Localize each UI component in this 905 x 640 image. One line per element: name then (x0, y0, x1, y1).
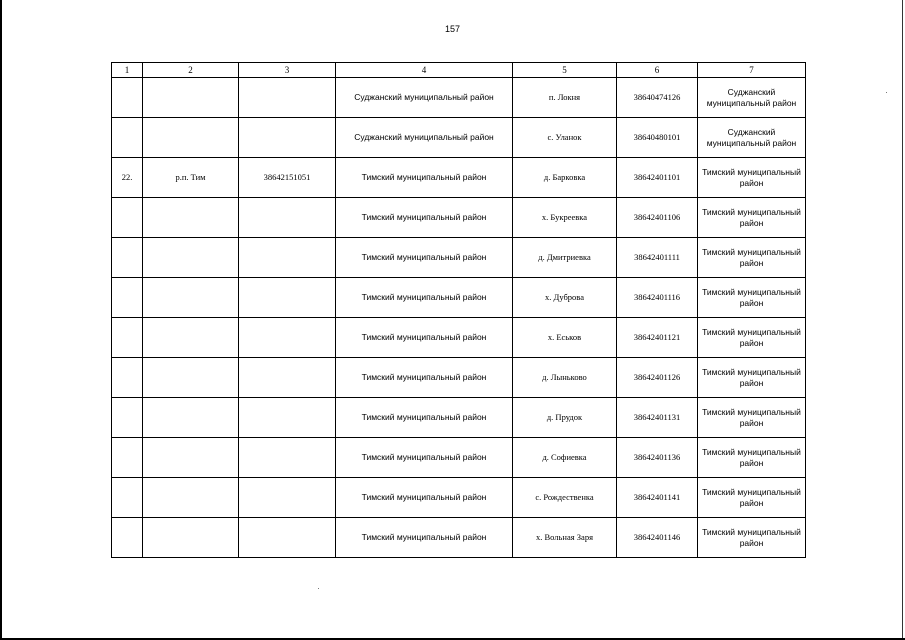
settlements-table (111, 62, 806, 558)
district-cell: Тимский муниципальный район (336, 238, 513, 278)
table-row (112, 318, 806, 358)
settlement-code-cell (239, 398, 336, 438)
settlement-name-cell (143, 438, 239, 478)
district-cell: Тимский муниципальный район (336, 358, 513, 398)
row-number-cell (112, 278, 143, 318)
settlement-code-cell (239, 198, 336, 238)
table-row (112, 278, 806, 318)
district-cell: Тимский муниципальный район (336, 278, 513, 318)
table-row (112, 118, 806, 158)
row-number-cell (112, 318, 143, 358)
row-number-cell (112, 358, 143, 398)
table-row (112, 478, 806, 518)
settlement-name-cell (143, 358, 239, 398)
column-header: 2 (143, 63, 239, 78)
settlement-code-cell (239, 358, 336, 398)
district-cell: Суджанский муниципальный район (336, 78, 513, 118)
settlement-name-cell (143, 318, 239, 358)
district-cell: Тимский муниципальный район (336, 198, 513, 238)
table-row (112, 398, 806, 438)
row-number-cell (112, 438, 143, 478)
locality-cell: х. Букреевка (513, 198, 617, 238)
settlement-name-cell (143, 518, 239, 558)
locality-code-cell: 38642401131 (617, 398, 698, 438)
district-cell: Тимский муниципальный район (336, 518, 513, 558)
locality-code-cell: 38642401146 (617, 518, 698, 558)
table-row (112, 438, 806, 478)
column-header: 1 (112, 63, 143, 78)
district-cell: Тимский муниципальный район (336, 158, 513, 198)
settlement-code-cell (239, 318, 336, 358)
column-header: 3 (239, 63, 336, 78)
column-header: 4 (336, 63, 513, 78)
settlement-code-cell (239, 118, 336, 158)
settlement-name-cell (143, 78, 239, 118)
locality-code-cell: 38642401111 (617, 238, 698, 278)
locality-code-cell: 38642401141 (617, 478, 698, 518)
row-number-cell (112, 198, 143, 238)
locality-cell: д. Барковка (513, 158, 617, 198)
settlement-code-cell: 38642151051 (239, 158, 336, 198)
locality-code-cell: 38642401116 (617, 278, 698, 318)
scan-speck (886, 92, 887, 93)
locality-cell: х. Вольная Заря (513, 518, 617, 558)
locality-cell: х. Еськов (513, 318, 617, 358)
row-number-cell: 22. (112, 158, 143, 198)
row-number-cell (112, 78, 143, 118)
district-cell: Тимский муниципальный район (336, 438, 513, 478)
settlement-name-cell (143, 398, 239, 438)
locality-cell: х. Дуброва (513, 278, 617, 318)
table-row (112, 158, 806, 198)
locality-code-cell: 38640474126 (617, 78, 698, 118)
locality-cell: д. Лыньково (513, 358, 617, 398)
column-header: 5 (513, 63, 617, 78)
table-row (112, 518, 806, 558)
settlement-name-cell (143, 198, 239, 238)
row-number-cell (112, 118, 143, 158)
settlement-name-cell (143, 118, 239, 158)
municipality-cell: Тимский муниципальный район (698, 158, 806, 198)
locality-code-cell: 38642401121 (617, 318, 698, 358)
district-cell: Тимский муниципальный район (336, 478, 513, 518)
municipality-cell: Тимский муниципальный район (698, 318, 806, 358)
locality-code-cell: 38642401136 (617, 438, 698, 478)
table-row (112, 198, 806, 238)
settlement-code-cell (239, 438, 336, 478)
locality-cell: д. Прудок (513, 398, 617, 438)
row-number-cell (112, 478, 143, 518)
locality-code-cell: 38640480101 (617, 118, 698, 158)
locality-cell: п. Локня (513, 78, 617, 118)
settlement-name-cell (143, 478, 239, 518)
municipality-cell: Суджанский муниципальный район (698, 78, 806, 118)
district-cell: Тимский муниципальный район (336, 318, 513, 358)
municipality-cell: Тимский муниципальный район (698, 478, 806, 518)
locality-code-cell: 38642401126 (617, 358, 698, 398)
municipality-cell: Тимский муниципальный район (698, 278, 806, 318)
settlement-code-cell (239, 518, 336, 558)
municipality-cell: Тимский муниципальный район (698, 238, 806, 278)
table-row (112, 358, 806, 398)
page-number: 157 (444, 24, 461, 34)
locality-cell: д. Софиевка (513, 438, 617, 478)
settlement-code-cell (239, 478, 336, 518)
locality-code-cell: 38642401101 (617, 158, 698, 198)
settlement-code-cell (239, 238, 336, 278)
district-cell: Суджанский муниципальный район (336, 118, 513, 158)
municipality-cell: Тимский муниципальный район (698, 358, 806, 398)
locality-code-cell: 38642401106 (617, 198, 698, 238)
locality-cell: с. Рождественка (513, 478, 617, 518)
municipality-cell: Тимский муниципальный район (698, 198, 806, 238)
municipality-cell: Суджанский муниципальный район (698, 118, 806, 158)
settlement-name-cell (143, 238, 239, 278)
settlement-code-cell (239, 278, 336, 318)
district-cell: Тимский муниципальный район (336, 398, 513, 438)
settlement-name-cell (143, 278, 239, 318)
locality-cell: д. Дмитриевка (513, 238, 617, 278)
municipality-cell: Тимский муниципальный район (698, 398, 806, 438)
settlement-name-cell: р.п. Тим (143, 158, 239, 198)
municipality-cell: Тимский муниципальный район (698, 518, 806, 558)
scan-edge-right (902, 0, 903, 640)
column-header: 6 (617, 63, 698, 78)
scan-edge-left (0, 0, 2, 640)
locality-cell: с. Уланок (513, 118, 617, 158)
row-number-cell (112, 518, 143, 558)
scan-speck (318, 588, 319, 589)
table-header-row (112, 63, 806, 78)
row-number-cell (112, 238, 143, 278)
settlement-code-cell (239, 78, 336, 118)
row-number-cell (112, 398, 143, 438)
table-row (112, 78, 806, 118)
table-body (112, 78, 806, 558)
table-row (112, 238, 806, 278)
municipality-cell: Тимский муниципальный район (698, 438, 806, 478)
column-header: 7 (698, 63, 806, 78)
